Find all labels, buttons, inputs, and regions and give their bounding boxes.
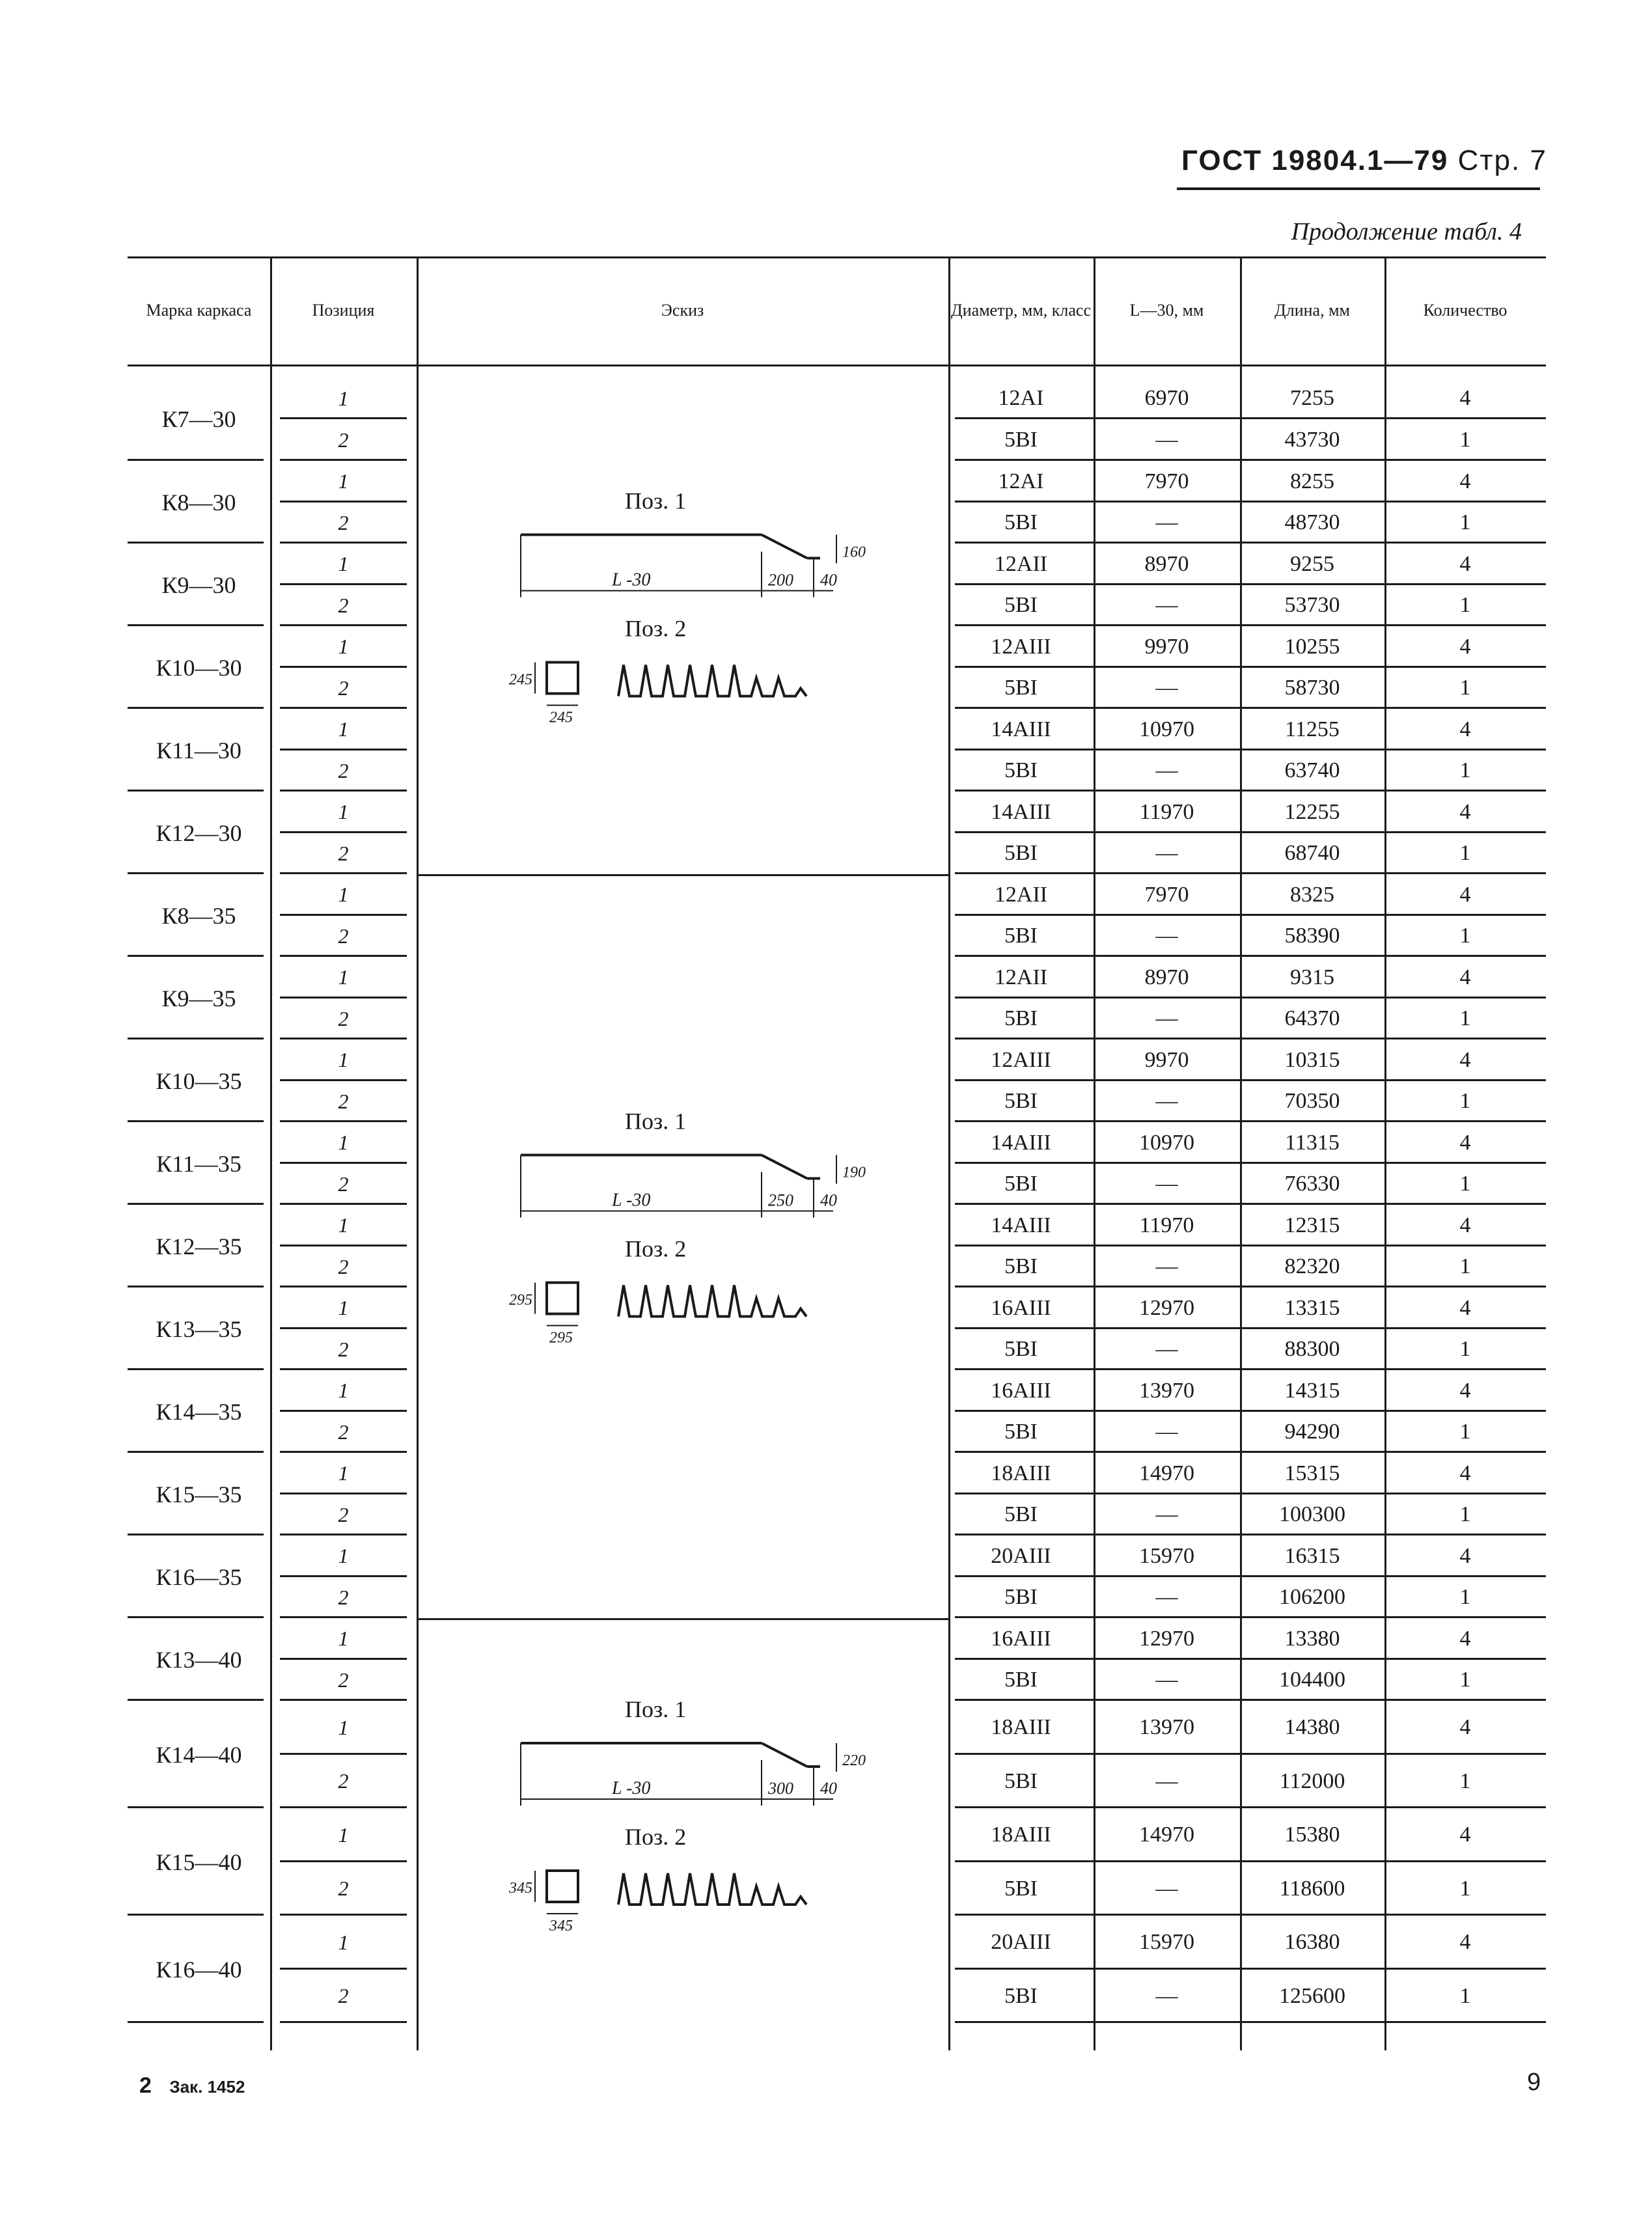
bend-dimension: 200 [768, 570, 793, 590]
diameter-class: 12АII [994, 965, 1048, 989]
position-number: 2 [338, 1254, 349, 1278]
frame-mark: К11—35 [156, 1150, 241, 1177]
l-minus-30-value: — [1155, 1502, 1178, 1527]
l-minus-30-value: 9970 [1144, 634, 1189, 659]
l-minus-30-value: 7970 [1144, 882, 1189, 907]
spiral-wave [618, 665, 806, 696]
quantity-value: 4 [1459, 1295, 1471, 1320]
diameter-class: 5ВI [1004, 758, 1038, 783]
position-number: 1 [338, 717, 349, 741]
quantity-value: 1 [1459, 428, 1471, 452]
page-number: 9 [1527, 2069, 1541, 2096]
frame-mark: К11—30 [156, 737, 241, 764]
height-dimension: 220 [842, 1752, 866, 1769]
diameter-class: 14АIII [991, 1213, 1051, 1237]
diameter-class: 16АIII [991, 1295, 1051, 1320]
l-minus-30-value: 14970 [1139, 1823, 1194, 1847]
length-value: 112000 [1279, 1769, 1345, 1793]
frame-mark: К14—35 [156, 1398, 242, 1425]
diameter-class: 18АIII [991, 1823, 1051, 1847]
diameter-class: 20АIII [991, 1930, 1051, 1955]
length-value: 70350 [1284, 1089, 1340, 1114]
l-minus-30-value: 10970 [1139, 1130, 1194, 1155]
l-minus-30-value: 7970 [1144, 469, 1189, 493]
position-number: 1 [338, 1131, 349, 1155]
quantity-value: 1 [1459, 1337, 1471, 1362]
diameter-class: 12АII [994, 882, 1048, 907]
position-number: 1 [338, 883, 349, 907]
diameter-class: 18АIII [991, 1461, 1051, 1485]
length-value: 11255 [1285, 717, 1340, 741]
length-value: 58730 [1284, 676, 1340, 700]
position-1-label: Поз. 1 [625, 488, 687, 514]
length-value: 9315 [1290, 965, 1334, 989]
length-value: 48730 [1284, 510, 1340, 535]
position-number: 1 [338, 1461, 349, 1485]
height-dimension: 160 [842, 544, 866, 561]
side-dimension: 245 [549, 709, 573, 726]
length-value: 58390 [1284, 924, 1340, 948]
frame-mark: К14—40 [156, 1741, 242, 1768]
diameter-class: 12АIII [991, 634, 1051, 659]
quantity-value: 4 [1459, 717, 1471, 741]
position-number: 2 [338, 1172, 349, 1196]
spiral-section-square [547, 1871, 578, 1902]
position-number: 2 [338, 1984, 349, 2008]
l-minus-30-value: 13970 [1139, 1378, 1194, 1403]
side-dimension: 295 [549, 1329, 573, 1347]
diameter-class: 14АIII [991, 799, 1051, 824]
quantity-value: 4 [1459, 1930, 1471, 1955]
l-minus-30-value: — [1155, 1172, 1178, 1196]
position-number: 2 [338, 758, 349, 782]
bend-dimension: 250 [768, 1191, 793, 1210]
diameter-class: 5ВI [1004, 1502, 1038, 1527]
position-number: 1 [338, 469, 349, 493]
l-minus-30-value: 10970 [1139, 717, 1194, 741]
l-minus-30-value: — [1155, 1668, 1178, 1692]
column-header-marka: Марка каркаса [146, 301, 252, 320]
bar-bent-segment [762, 1743, 807, 1767]
quantity-value: 4 [1459, 1626, 1471, 1651]
frame-mark: К15—35 [156, 1481, 242, 1507]
diameter-class: 5ВI [1004, 428, 1038, 452]
mark-rule [128, 2021, 264, 2023]
quantity-value: 4 [1459, 1047, 1471, 1072]
position-number: 2 [338, 1006, 349, 1030]
standard-number: ГОСТ 19804.1—79 [1181, 145, 1449, 176]
length-value: 43730 [1284, 428, 1340, 452]
column-header-dlina: Длина, мм [1274, 301, 1350, 320]
quantity-value: 1 [1459, 1172, 1471, 1196]
footer-order-number: Зак. 1452 [169, 2077, 245, 2097]
position-rule [280, 2021, 407, 2023]
l-minus-30-value: 14970 [1139, 1461, 1194, 1485]
diameter-class: 5ВI [1004, 924, 1038, 948]
l-minus-30-value: — [1155, 676, 1178, 700]
position-number: 1 [338, 1627, 349, 1651]
quantity-value: 4 [1459, 634, 1471, 659]
length-dimension: L -30 [612, 1778, 651, 1798]
quantity-value: 1 [1459, 593, 1471, 618]
frame-mark: К16—40 [156, 1956, 242, 1983]
l-minus-30-value: — [1155, 1420, 1178, 1444]
position-number: 1 [338, 635, 349, 659]
l-minus-30-value: 11970 [1139, 799, 1194, 824]
l-minus-30-value: — [1155, 1089, 1178, 1114]
l-minus-30-value: 12970 [1139, 1626, 1194, 1651]
position-number: 2 [338, 924, 349, 948]
position-number: 2 [338, 1089, 349, 1113]
position-2-label: Поз. 2 [625, 1824, 687, 1850]
quantity-value: 4 [1459, 386, 1471, 410]
quantity-value: 4 [1459, 1823, 1471, 1847]
quantity-value: 1 [1459, 1983, 1471, 2008]
diameter-class: 14АIII [991, 717, 1051, 741]
frame-mark: К12—30 [156, 819, 242, 846]
length-value: 16315 [1284, 1543, 1340, 1568]
end-dimension: 40 [820, 1191, 837, 1210]
bend-dimension: 300 [768, 1779, 793, 1798]
side-dimension: 295 [509, 1291, 532, 1309]
document-title [1181, 145, 1547, 177]
position-number: 2 [338, 1420, 349, 1444]
diameter-class: 16АIII [991, 1378, 1051, 1403]
length-value: 88300 [1284, 1337, 1340, 1362]
quantity-value: 4 [1459, 1130, 1471, 1155]
quantity-value: 4 [1459, 1715, 1471, 1740]
length-value: 82320 [1284, 1254, 1340, 1279]
quantity-value: 1 [1459, 1502, 1471, 1527]
position-number: 2 [338, 1502, 349, 1526]
quantity-value: 4 [1459, 965, 1471, 989]
l-minus-30-value: 15970 [1139, 1930, 1194, 1955]
quantity-value: 1 [1459, 1006, 1471, 1031]
table-continuation-note: Продолжение табл. 4 [1291, 218, 1522, 245]
l-minus-30-value: 12970 [1139, 1295, 1194, 1320]
frame-mark: К12—35 [156, 1233, 242, 1260]
l-minus-30-value: — [1155, 510, 1178, 535]
column-header-kolichestvo: Количество [1423, 301, 1507, 320]
position-number: 2 [338, 593, 349, 617]
diameter-class: 12АI [998, 386, 1044, 410]
diameter-class: 14АIII [991, 1130, 1051, 1155]
quantity-value: 1 [1459, 1876, 1471, 1901]
end-dimension: 40 [820, 1779, 837, 1798]
position-number: 2 [338, 1585, 349, 1609]
diameter-class: 5ВI [1004, 1983, 1038, 2008]
diameter-class: 5ВI [1004, 1769, 1038, 1793]
quantity-value: 1 [1459, 1089, 1471, 1114]
quantity-value: 1 [1459, 1585, 1471, 1610]
frame-mark: К15—40 [156, 1849, 242, 1875]
l-minus-30-value: — [1155, 758, 1178, 783]
l-minus-30-value: — [1155, 1585, 1178, 1610]
diameter-class: 12АI [998, 469, 1044, 493]
quantity-value: 1 [1459, 1668, 1471, 1692]
quantity-value: 4 [1459, 1213, 1471, 1237]
l-minus-30-value: — [1155, 1006, 1178, 1031]
end-dimension: 40 [820, 570, 837, 590]
diameter-class: 5ВI [1004, 1254, 1038, 1279]
position-number: 2 [338, 1668, 349, 1692]
position-1-label: Поз. 1 [625, 1696, 687, 1722]
position-2-label: Поз. 2 [625, 615, 687, 642]
length-value: 10255 [1284, 634, 1340, 659]
bar-bent-segment [762, 535, 807, 558]
length-value: 12315 [1284, 1213, 1340, 1237]
l-minus-30-value: — [1155, 1983, 1178, 2008]
quantity-value: 1 [1459, 1254, 1471, 1279]
length-value: 8325 [1290, 882, 1334, 907]
column-header-poziciya: Позиция [312, 301, 375, 320]
diameter-class: 5ВI [1004, 1668, 1038, 1692]
footer-print-info [139, 2073, 245, 2099]
diameter-class: 5ВI [1004, 1876, 1038, 1901]
l-minus-30-value: — [1155, 1876, 1178, 1901]
length-value: 11315 [1285, 1130, 1340, 1155]
diameter-class: 5ВI [1004, 1420, 1038, 1444]
quantity-value: 4 [1459, 799, 1471, 824]
frame-mark: К10—35 [156, 1067, 242, 1094]
footer-sheet-number: 2 [139, 2073, 152, 2098]
length-value: 15315 [1284, 1461, 1340, 1485]
frame-mark: К9—35 [161, 985, 236, 1012]
side-dimension: 245 [509, 671, 532, 689]
position-number: 2 [338, 841, 349, 865]
frame-mark: К8—35 [161, 902, 236, 929]
l-minus-30-value: 8970 [1144, 965, 1189, 989]
position-number: 1 [338, 1715, 349, 1739]
diameter-class: 5ВI [1004, 1089, 1038, 1114]
l-minus-30-value: 6970 [1144, 386, 1189, 410]
position-1-label: Поз. 1 [625, 1108, 687, 1135]
length-value: 125600 [1279, 1983, 1345, 2008]
height-dimension: 190 [842, 1164, 866, 1181]
diameter-class: 5ВI [1004, 1337, 1038, 1362]
quantity-value: 1 [1459, 758, 1471, 783]
diameter-class: 16АIII [991, 1626, 1051, 1651]
data-row-rule [955, 2021, 1546, 2023]
quantity-value: 4 [1459, 1543, 1471, 1568]
length-value: 9255 [1290, 551, 1334, 576]
frame-mark: К16—35 [156, 1563, 242, 1590]
position-number: 2 [338, 676, 349, 700]
reinforcement-sketch [423, 1618, 942, 2050]
diameter-class: 5ВI [1004, 841, 1038, 866]
position-number: 2 [338, 510, 349, 534]
position-number: 1 [338, 1823, 349, 1847]
diameter-class: 5ВI [1004, 1172, 1038, 1196]
frame-mark: К9—30 [161, 571, 236, 598]
frame-mark: К13—35 [156, 1315, 242, 1342]
l-minus-30-value: 15970 [1139, 1543, 1194, 1568]
l-minus-30-value: — [1155, 593, 1178, 618]
table-header-rule [128, 365, 1546, 366]
diameter-class: 5ВI [1004, 676, 1038, 700]
frame-mark: К7—30 [161, 406, 236, 432]
l-minus-30-value: — [1155, 428, 1178, 452]
page-label: Стр. 7 [1457, 145, 1547, 176]
length-value: 53730 [1284, 593, 1340, 618]
length-value: 14380 [1284, 1715, 1340, 1740]
length-value: 16380 [1284, 1930, 1340, 1955]
length-value: 94290 [1284, 1420, 1340, 1444]
l-minus-30-value: — [1155, 841, 1178, 866]
frame-mark: К8—30 [161, 489, 236, 516]
quantity-value: 1 [1459, 1420, 1471, 1444]
length-value: 8255 [1290, 469, 1334, 493]
position-number: 2 [338, 1337, 349, 1361]
l-minus-30-value: 13970 [1139, 1715, 1194, 1740]
length-value: 15380 [1284, 1823, 1340, 1847]
position-number: 2 [338, 1769, 349, 1793]
header-rule [1177, 187, 1540, 190]
spiral-section-square [547, 1283, 578, 1314]
position-number: 1 [338, 1544, 349, 1568]
length-value: 7255 [1290, 386, 1334, 410]
quantity-value: 4 [1459, 1461, 1471, 1485]
spiral-section-square [547, 663, 578, 694]
l-minus-30-value: 11970 [1139, 1213, 1194, 1237]
side-dimension: 345 [509, 1880, 532, 1897]
reinforcement-sketch [423, 874, 942, 1618]
length-value: 13315 [1284, 1295, 1340, 1320]
length-value: 68740 [1284, 841, 1340, 866]
position-number: 1 [338, 552, 349, 576]
column-header-eskiz: Эскиз [661, 301, 704, 320]
l-minus-30-value: — [1155, 924, 1178, 948]
quantity-value: 4 [1459, 469, 1471, 493]
l-minus-30-value: — [1155, 1337, 1178, 1362]
position-number: 1 [338, 965, 349, 989]
column-divider [417, 256, 419, 2050]
length-value: 10315 [1284, 1047, 1340, 1072]
spiral-wave [618, 1873, 806, 1905]
spiral-wave [618, 1286, 806, 1317]
side-dimension: 345 [549, 1918, 573, 1934]
length-value: 13380 [1284, 1626, 1340, 1651]
position-number: 1 [338, 1930, 349, 1954]
length-dimension: L -30 [612, 570, 651, 590]
position-number: 1 [338, 1213, 349, 1237]
quantity-value: 1 [1459, 841, 1471, 866]
l-minus-30-value: — [1155, 1254, 1178, 1279]
bar-bent-segment [762, 1155, 807, 1179]
length-value: 104400 [1279, 1668, 1345, 1692]
diameter-class: 5ВI [1004, 510, 1038, 535]
frame-mark: К10—30 [156, 654, 242, 681]
diameter-class: 12АII [994, 551, 1048, 576]
frame-mark: К13—40 [156, 1646, 242, 1673]
reinforcement-sketch [423, 378, 942, 874]
position-number: 2 [338, 428, 349, 452]
length-value: 106200 [1279, 1585, 1345, 1610]
diameter-class: 5ВI [1004, 1585, 1038, 1610]
length-value: 100300 [1279, 1502, 1345, 1527]
length-value: 64370 [1284, 1006, 1340, 1031]
position-number: 2 [338, 1877, 349, 1901]
l-minus-30-value: 9970 [1144, 1047, 1189, 1072]
diameter-class: 5ВI [1004, 1006, 1038, 1031]
position-number: 1 [338, 386, 349, 410]
diameter-class: 18АIII [991, 1715, 1051, 1740]
position-number: 1 [338, 1379, 349, 1403]
position-2-label: Поз. 2 [625, 1235, 687, 1262]
quantity-value: 4 [1459, 1378, 1471, 1403]
position-number: 1 [338, 1048, 349, 1072]
length-dimension: L -30 [612, 1190, 651, 1211]
column-header-diametr: Диаметр, мм, класс [951, 301, 1091, 320]
diameter-class: 20АIII [991, 1543, 1051, 1568]
l-minus-30-value: 8970 [1144, 551, 1189, 576]
l-minus-30-value: — [1155, 1769, 1178, 1793]
position-number: 1 [338, 1296, 349, 1320]
quantity-value: 1 [1459, 676, 1471, 700]
quantity-value: 4 [1459, 882, 1471, 907]
diameter-class: 12АIII [991, 1047, 1051, 1072]
position-number: 1 [338, 800, 349, 824]
length-value: 118600 [1279, 1876, 1345, 1901]
quantity-value: 4 [1459, 551, 1471, 576]
length-value: 12255 [1284, 799, 1340, 824]
column-header-l30: L—30, мм [1129, 301, 1204, 320]
diameter-class: 5ВI [1004, 593, 1038, 618]
length-value: 14315 [1284, 1378, 1340, 1403]
quantity-value: 1 [1459, 510, 1471, 535]
quantity-value: 1 [1459, 924, 1471, 948]
length-value: 63740 [1284, 758, 1340, 783]
length-value: 76330 [1284, 1172, 1340, 1196]
quantity-value: 1 [1459, 1769, 1471, 1793]
